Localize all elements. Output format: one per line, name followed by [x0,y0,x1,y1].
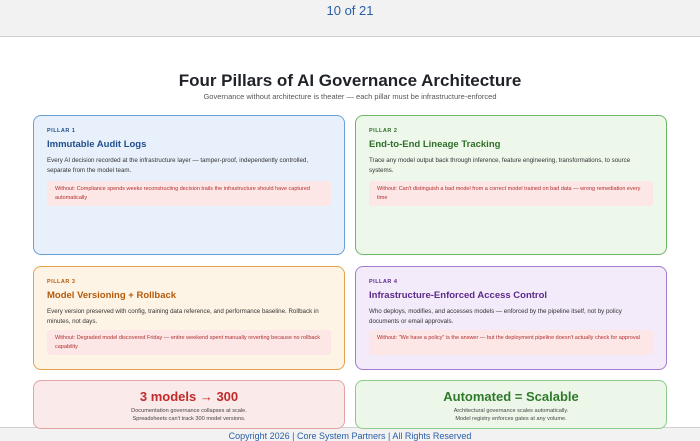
scale-problem-line-1: Documentation governance collapses at scale. [131,408,247,414]
scale-solution-headline: Automated = Scalable [443,389,579,404]
pillar-description: Every version preserved with config, training data reference, and performance baseline. Rollback in minutes, not days. [47,308,319,325]
page-counter: 10 of 21 [326,3,374,18]
pillar-label: PILLAR 1 [47,128,76,134]
pillar-title: Immutable Audit Logs [47,139,147,150]
pillar-title: End-to-End Lineage Tracking [369,139,501,150]
pillar-description: Every AI decision recorded at the infrastructure layer — tamper-proof, independently controlled, separate from the model team. [47,157,309,174]
slide-title: Four Pillars of AI Governance Architecture [178,71,522,90]
scale-problem-text [34,407,344,423]
pillar-description: Trace any model output back through inference, feature engineering, transformations, to source systems. [369,157,631,174]
scale-solution-line-2: Model registry enforces gates at any volume. [455,416,567,422]
pillar-card-lineage-tracking [355,115,667,255]
pillar-card-model-versioning [33,266,345,370]
scale-problem-card [33,380,345,429]
pillar-label: PILLAR 4 [369,279,398,285]
slide [0,36,700,428]
pillar-warning: Without: "We have a policy" is the answer — but the deployment pipeline doesn't actually check for approval [369,330,653,355]
scale-solution-line-1: Architectural governance scales automatically. [453,408,569,414]
slide-subtitle: Governance without architecture is theater — each pillar must be infrastructure-enforced [203,92,497,101]
pillar-warning: Without: Compliance spends weeks reconstructing decision trails the infrastructure should have captured automatically [47,181,331,206]
pillar-label: PILLAR 2 [369,128,398,134]
scale-solution-text [356,407,666,423]
copyright-footer: Copyright 2026 | Core System Partners | All Rights Reserved [228,431,472,441]
pillar-title: Infrastructure-Enforced Access Control [369,290,548,301]
pillar-title: Model Versioning + Rollback [47,290,177,301]
scale-problem-line-2: Spreadsheets can't track 300 model versions. [132,416,246,422]
pillar-label: PILLAR 3 [47,279,76,285]
pillar-description: Who deploys, modifies, and accesses models — enforced by the pipeline itself, not by policy documents or email approvals. [369,308,622,325]
pillar-warning: Without: Degraded model discovered Friday — entire weekend spent manually reverting because no rollback capability [47,330,331,355]
scale-solution-card [355,380,667,429]
pillar-card-access-control [355,266,667,370]
pillar-warning: Without: Can't distinguish a bad model from a correct model trained on bad data — wrong remediation every time [369,181,653,206]
pillar-card-audit-logs [33,115,345,255]
scale-problem-headline: 3 models → 300 [139,389,239,404]
